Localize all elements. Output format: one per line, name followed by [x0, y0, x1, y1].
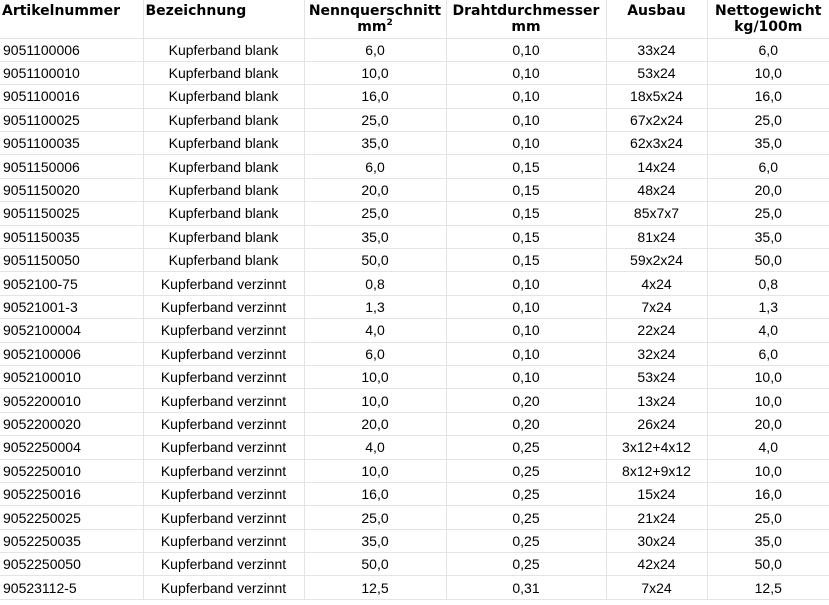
drahtdurchmesser-cell: 0,15 [446, 155, 606, 178]
ausbau-cell: 13x24 [606, 389, 707, 412]
nettogewicht-cell: 1,3 [707, 295, 829, 318]
drahtdurchmesser-cell: 0,15 [446, 225, 606, 248]
nennquerschnitt-cell: 35,0 [304, 529, 446, 552]
bezeichnung-cell: Kupferband blank [143, 155, 304, 178]
bezeichnung-cell: Kupferband verzinnt [143, 436, 304, 459]
table-row [0, 85, 829, 108]
artikelnummer-cell: 9052250025 [0, 506, 143, 529]
ausbau-cell: 18x5x24 [606, 85, 707, 108]
artikelnummer-cell: 9052100-75 [0, 272, 143, 295]
nettogewicht-cell: 10,0 [707, 61, 829, 84]
artikelnummer-cell: 9051150020 [0, 178, 143, 201]
bezeichnung-cell: Kupferband blank [143, 38, 304, 61]
table-body [0, 38, 829, 599]
artikelnummer-cell: 9051150006 [0, 155, 143, 178]
nennquerschnitt-cell: 25,0 [304, 202, 446, 225]
artikelnummer-cell: 9051100025 [0, 108, 143, 131]
bezeichnung-cell: Kupferband verzinnt [143, 553, 304, 576]
nennquerschnitt-cell: 6,0 [304, 342, 446, 365]
table-row [0, 295, 829, 318]
bezeichnung-cell: Kupferband verzinnt [143, 389, 304, 412]
artikelnummer-cell: 9051100010 [0, 61, 143, 84]
nettogewicht-cell: 50,0 [707, 249, 829, 272]
nettogewicht-cell: 35,0 [707, 225, 829, 248]
table-row [0, 529, 829, 552]
drahtdurchmesser-cell: 0,25 [446, 459, 606, 482]
table-row [0, 319, 829, 342]
artikelnummer-cell: 9052100004 [0, 319, 143, 342]
artikelnummer-cell: 9052250035 [0, 529, 143, 552]
nennquerschnitt-cell: 10,0 [304, 459, 446, 482]
bezeichnung-cell: Kupferband verzinnt [143, 506, 304, 529]
nennquerschnitt-cell: 0,8 [304, 272, 446, 295]
table-row [0, 249, 829, 272]
nennquerschnitt-cell: 35,0 [304, 132, 446, 155]
drahtdurchmesser-cell: 0,10 [446, 295, 606, 318]
ausbau-cell: 85x7x7 [606, 202, 707, 225]
drahtdurchmesser-cell: 0,10 [446, 365, 606, 388]
artikelnummer-cell: 9052200020 [0, 412, 143, 435]
artikelnummer-cell: 9051150025 [0, 202, 143, 225]
ausbau-cell: 15x24 [606, 482, 707, 505]
ausbau-cell: 8x12+9x12 [606, 459, 707, 482]
ausbau-cell: 33x24 [606, 38, 707, 61]
ausbau-cell: 53x24 [606, 61, 707, 84]
table-row [0, 202, 829, 225]
bezeichnung-cell: Kupferband blank [143, 85, 304, 108]
table-row [0, 132, 829, 155]
nettogewicht-cell: 4,0 [707, 319, 829, 342]
bezeichnung-cell: Kupferband blank [143, 178, 304, 201]
ausbau-cell: 42x24 [606, 553, 707, 576]
drahtdurchmesser-cell: 0,25 [446, 529, 606, 552]
drahtdurchmesser-cell: 0,10 [446, 272, 606, 295]
ausbau-cell: 81x24 [606, 225, 707, 248]
header-ausbau: Ausbau [606, 0, 707, 38]
artikelnummer-cell: 90521001-3 [0, 295, 143, 318]
bezeichnung-cell: Kupferband blank [143, 132, 304, 155]
nennquerschnitt-cell: 25,0 [304, 506, 446, 529]
artikelnummer-cell: 9051100016 [0, 85, 143, 108]
drahtdurchmesser-cell: 0,10 [446, 38, 606, 61]
table-row [0, 482, 829, 505]
nettogewicht-cell: 50,0 [707, 553, 829, 576]
bezeichnung-cell: Kupferband verzinnt [143, 529, 304, 552]
nettogewicht-cell: 25,0 [707, 202, 829, 225]
drahtdurchmesser-cell: 0,20 [446, 389, 606, 412]
table-row [0, 178, 829, 201]
bezeichnung-cell: Kupferband verzinnt [143, 459, 304, 482]
nettogewicht-cell: 20,0 [707, 178, 829, 201]
bezeichnung-cell: Kupferband verzinnt [143, 576, 304, 599]
header-bezeichnung: Bezeichnung [143, 0, 304, 38]
artikelnummer-cell: 9051100006 [0, 38, 143, 61]
ausbau-cell: 21x24 [606, 506, 707, 529]
drahtdurchmesser-cell: 0,10 [446, 85, 606, 108]
nettogewicht-cell: 10,0 [707, 389, 829, 412]
nennquerschnitt-cell: 25,0 [304, 108, 446, 131]
table-row [0, 553, 829, 576]
nettogewicht-cell: 20,0 [707, 412, 829, 435]
table-row [0, 272, 829, 295]
header-nettogewicht: Nettogewicht kg/100m [707, 0, 829, 38]
artikelnummer-cell: 9052250016 [0, 482, 143, 505]
table-row [0, 436, 829, 459]
ausbau-cell: 3x12+4x12 [606, 436, 707, 459]
nettogewicht-cell: 10,0 [707, 459, 829, 482]
ausbau-cell: 7x24 [606, 576, 707, 599]
table-row [0, 155, 829, 178]
ausbau-cell: 62x3x24 [606, 132, 707, 155]
nettogewicht-cell: 0,8 [707, 272, 829, 295]
table-row [0, 61, 829, 84]
bezeichnung-cell: Kupferband blank [143, 249, 304, 272]
ausbau-cell: 59x2x24 [606, 249, 707, 272]
artikelnummer-cell: 90523112-5 [0, 576, 143, 599]
nettogewicht-cell: 16,0 [707, 85, 829, 108]
nettogewicht-cell: 6,0 [707, 38, 829, 61]
ausbau-cell: 4x24 [606, 272, 707, 295]
drahtdurchmesser-cell: 0,15 [446, 249, 606, 272]
drahtdurchmesser-cell: 0,31 [446, 576, 606, 599]
drahtdurchmesser-cell: 0,25 [446, 553, 606, 576]
nennquerschnitt-cell: 10,0 [304, 61, 446, 84]
drahtdurchmesser-cell: 0,10 [446, 61, 606, 84]
ausbau-cell: 32x24 [606, 342, 707, 365]
bezeichnung-cell: Kupferband blank [143, 108, 304, 131]
bezeichnung-cell: Kupferband blank [143, 225, 304, 248]
nettogewicht-cell: 10,0 [707, 365, 829, 388]
nennquerschnitt-cell: 35,0 [304, 225, 446, 248]
header-nennquerschnitt: Nennquerschnitt $mm^2$ [304, 0, 446, 38]
ausbau-cell: 53x24 [606, 365, 707, 388]
nettogewicht-cell: 6,0 [707, 155, 829, 178]
nennquerschnitt-cell: 4,0 [304, 319, 446, 342]
ausbau-cell: 22x24 [606, 319, 707, 342]
nettogewicht-cell: 12,5 [707, 576, 829, 599]
drahtdurchmesser-cell: 0,25 [446, 482, 606, 505]
nettogewicht-cell: 25,0 [707, 506, 829, 529]
drahtdurchmesser-cell: 0,10 [446, 108, 606, 131]
header-drahtdurchmesser: Drahtdurchmesser mm [446, 0, 606, 38]
bezeichnung-cell: Kupferband verzinnt [143, 482, 304, 505]
nennquerschnitt-cell: 6,0 [304, 38, 446, 61]
nennquerschnitt-cell: 10,0 [304, 365, 446, 388]
nennquerschnitt-cell: 20,0 [304, 178, 446, 201]
nennquerschnitt-cell: 50,0 [304, 249, 446, 272]
drahtdurchmesser-cell: 0,25 [446, 436, 606, 459]
table-row [0, 108, 829, 131]
drahtdurchmesser-cell: 0,10 [446, 342, 606, 365]
nennquerschnitt-cell: 16,0 [304, 482, 446, 505]
table-row [0, 38, 829, 61]
nettogewicht-cell: 35,0 [707, 529, 829, 552]
ausbau-cell: 26x24 [606, 412, 707, 435]
bezeichnung-cell: Kupferband verzinnt [143, 412, 304, 435]
ausbau-cell: 48x24 [606, 178, 707, 201]
table-row [0, 459, 829, 482]
artikelnummer-cell: 9052100010 [0, 365, 143, 388]
table-row [0, 506, 829, 529]
drahtdurchmesser-cell: 0,25 [446, 506, 606, 529]
artikelnummer-cell: 9052100006 [0, 342, 143, 365]
bezeichnung-cell: Kupferband verzinnt [143, 295, 304, 318]
ausbau-cell: 67x2x24 [606, 108, 707, 131]
nennquerschnitt-cell: 6,0 [304, 155, 446, 178]
artikelnummer-cell: 9052250010 [0, 459, 143, 482]
nettogewicht-cell: 25,0 [707, 108, 829, 131]
nennquerschnitt-cell: 50,0 [304, 553, 446, 576]
table-row [0, 389, 829, 412]
bezeichnung-cell: Kupferband blank [143, 202, 304, 225]
table-row [0, 342, 829, 365]
header-artikelnummer: Artikelnummer [0, 0, 143, 38]
nennquerschnitt-cell: 16,0 [304, 85, 446, 108]
table-row [0, 365, 829, 388]
ausbau-cell: 14x24 [606, 155, 707, 178]
ausbau-cell: 30x24 [606, 529, 707, 552]
artikelnummer-cell: 9052250050 [0, 553, 143, 576]
bezeichnung-cell: Kupferband verzinnt [143, 365, 304, 388]
drahtdurchmesser-cell: 0,20 [446, 412, 606, 435]
artikelnummer-cell: 9051150035 [0, 225, 143, 248]
bezeichnung-cell: Kupferband verzinnt [143, 342, 304, 365]
nennquerschnitt-cell: 10,0 [304, 389, 446, 412]
nennquerschnitt-cell: 4,0 [304, 436, 446, 459]
nennquerschnitt-cell: 12,5 [304, 576, 446, 599]
nettogewicht-cell: 16,0 [707, 482, 829, 505]
bezeichnung-cell: Kupferband verzinnt [143, 319, 304, 342]
artikelnummer-cell: 9051150050 [0, 249, 143, 272]
nettogewicht-cell: 4,0 [707, 436, 829, 459]
header-row [0, 0, 829, 38]
nennquerschnitt-cell: 1,3 [304, 295, 446, 318]
artikelnummer-cell: 9052250004 [0, 436, 143, 459]
ausbau-cell: 7x24 [606, 295, 707, 318]
drahtdurchmesser-cell: 0,10 [446, 132, 606, 155]
drahtdurchmesser-cell: 0,10 [446, 319, 606, 342]
nettogewicht-cell: 35,0 [707, 132, 829, 155]
table-row [0, 576, 829, 599]
drahtdurchmesser-cell: 0,15 [446, 178, 606, 201]
artikelnummer-cell: 9051100035 [0, 132, 143, 155]
drahtdurchmesser-cell: 0,15 [446, 202, 606, 225]
table-row [0, 225, 829, 248]
table-row [0, 412, 829, 435]
bezeichnung-cell: Kupferband verzinnt [143, 272, 304, 295]
bezeichnung-cell: Kupferband blank [143, 61, 304, 84]
artikelnummer-cell: 9052200010 [0, 389, 143, 412]
nennquerschnitt-cell: 20,0 [304, 412, 446, 435]
nettogewicht-cell: 6,0 [707, 342, 829, 365]
